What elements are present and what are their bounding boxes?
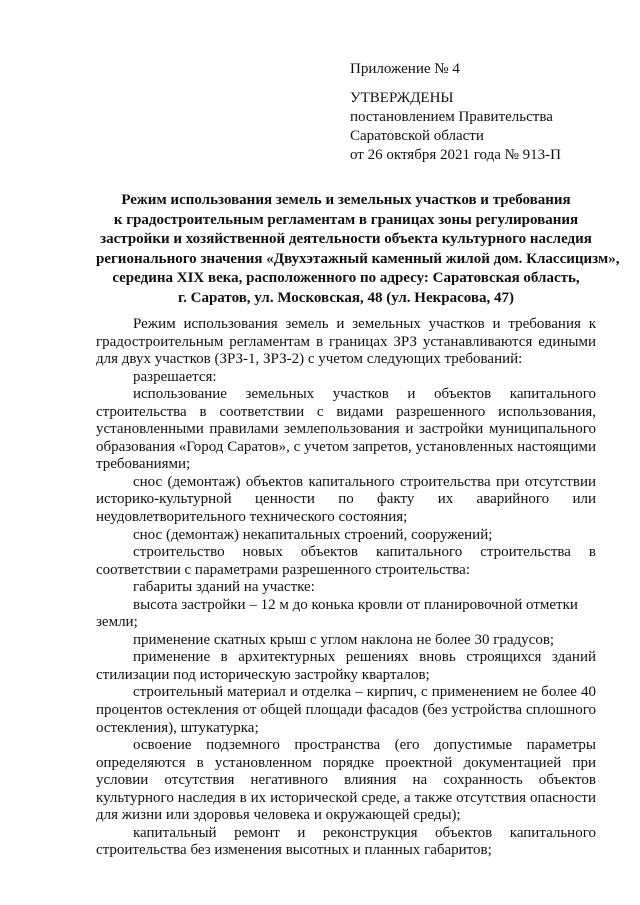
title-line: застройки и хозяйственной деятельности объекта культурного наследия [100,231,592,247]
paragraph-repair: капитальный ремонт и реконструкция объектов капитального строительства без изменения высотных и планных габаритов; [96,824,596,859]
paragraph-land-use: использование земельных участков и объектов капитального строительства в соответствии с видами разрешенного использования, установленными правилами землепользования и застройки муниципального образования «Город Саратов», с учетом запретов, установленных настоящими требованиями; [96,386,596,473]
paragraph-new-construction: строительство новых объектов капитального строительства в соответствии с параметрами разрешенного строительства: [96,544,596,578]
paragraph-demolition-capital: снос (демонтаж) объектов капитального строительства при отсутствии историко-культурной ценности по факту их аварийного или неудовлетворительного технического состояния; [96,473,596,526]
title-line: середина XIX века, расположенного по адресу: Саратовская область, [112,270,580,286]
paragraph-architecture-style: применение в архитектурных решениях вновь строящихся зданий стилизации под историческую застройку кварталов; [96,649,596,683]
paragraph-materials: строительный материал и отделка – кирпич, с применением не более 40 процентов остекления от общей площади фасадов (без устройства сплошного остекления), штукатурка; [96,684,596,736]
document-title [96,191,620,308]
paragraph-allowed-heading: разрешается: [133,368,217,385]
appendix-number: Приложение № 4 [350,61,460,77]
paragraph-height-limit: высота застройки – 12 м до конька кровли от планировочной отметки земли; [96,596,578,631]
title-line: регионального значения «Двухэтажный каменный жилой дом. Классицизм», [96,250,620,267]
title-line: к градостроительным регламентам в границах зоны регулирования [113,211,579,228]
approval-line-1: постановлением Правительства [350,109,553,125]
approved-heading: УТВЕРЖДЕНЫ [350,90,454,106]
title-line: Режим использования земель и земельных участков и требования [121,192,571,208]
approval-line-3: от 26 октября 2021 года № 913-П [350,147,562,163]
approval-line-2: Саратовской области [350,128,484,144]
paragraph-intro: Режим использования земель и земельных участков и требования к градостроительным регламентам в границах ЗРЗ устанавливаются едиными для двух участков (ЗРЗ-1, ЗРЗ-2) с учетом следующих требований: [96,316,596,368]
paragraph-demolition-noncapital: снос (демонтаж) некапитальных строений, сооружений; [133,526,493,543]
paragraph-roof-slope: применение скатных крыш с углом наклона не более 30 градусов; [133,631,555,648]
paragraph-underground: освоение подземного пространства (его допустимые параметры определяются в установленном порядке проектной документацией при условии отсутствия негативного влияния на сохранность объектов культурного наследия в их исторической среде, а также отсутствия опасности для жизни или здоровья человека и окружающей среды); [96,737,596,824]
approval-block [350,60,610,165]
document-body [96,316,596,860]
paragraph-building-dimensions: габариты зданий на участке: [133,579,315,596]
title-line: г. Саратов, ул. Московская, 48 (ул. Некрасова, 47) [178,289,514,306]
